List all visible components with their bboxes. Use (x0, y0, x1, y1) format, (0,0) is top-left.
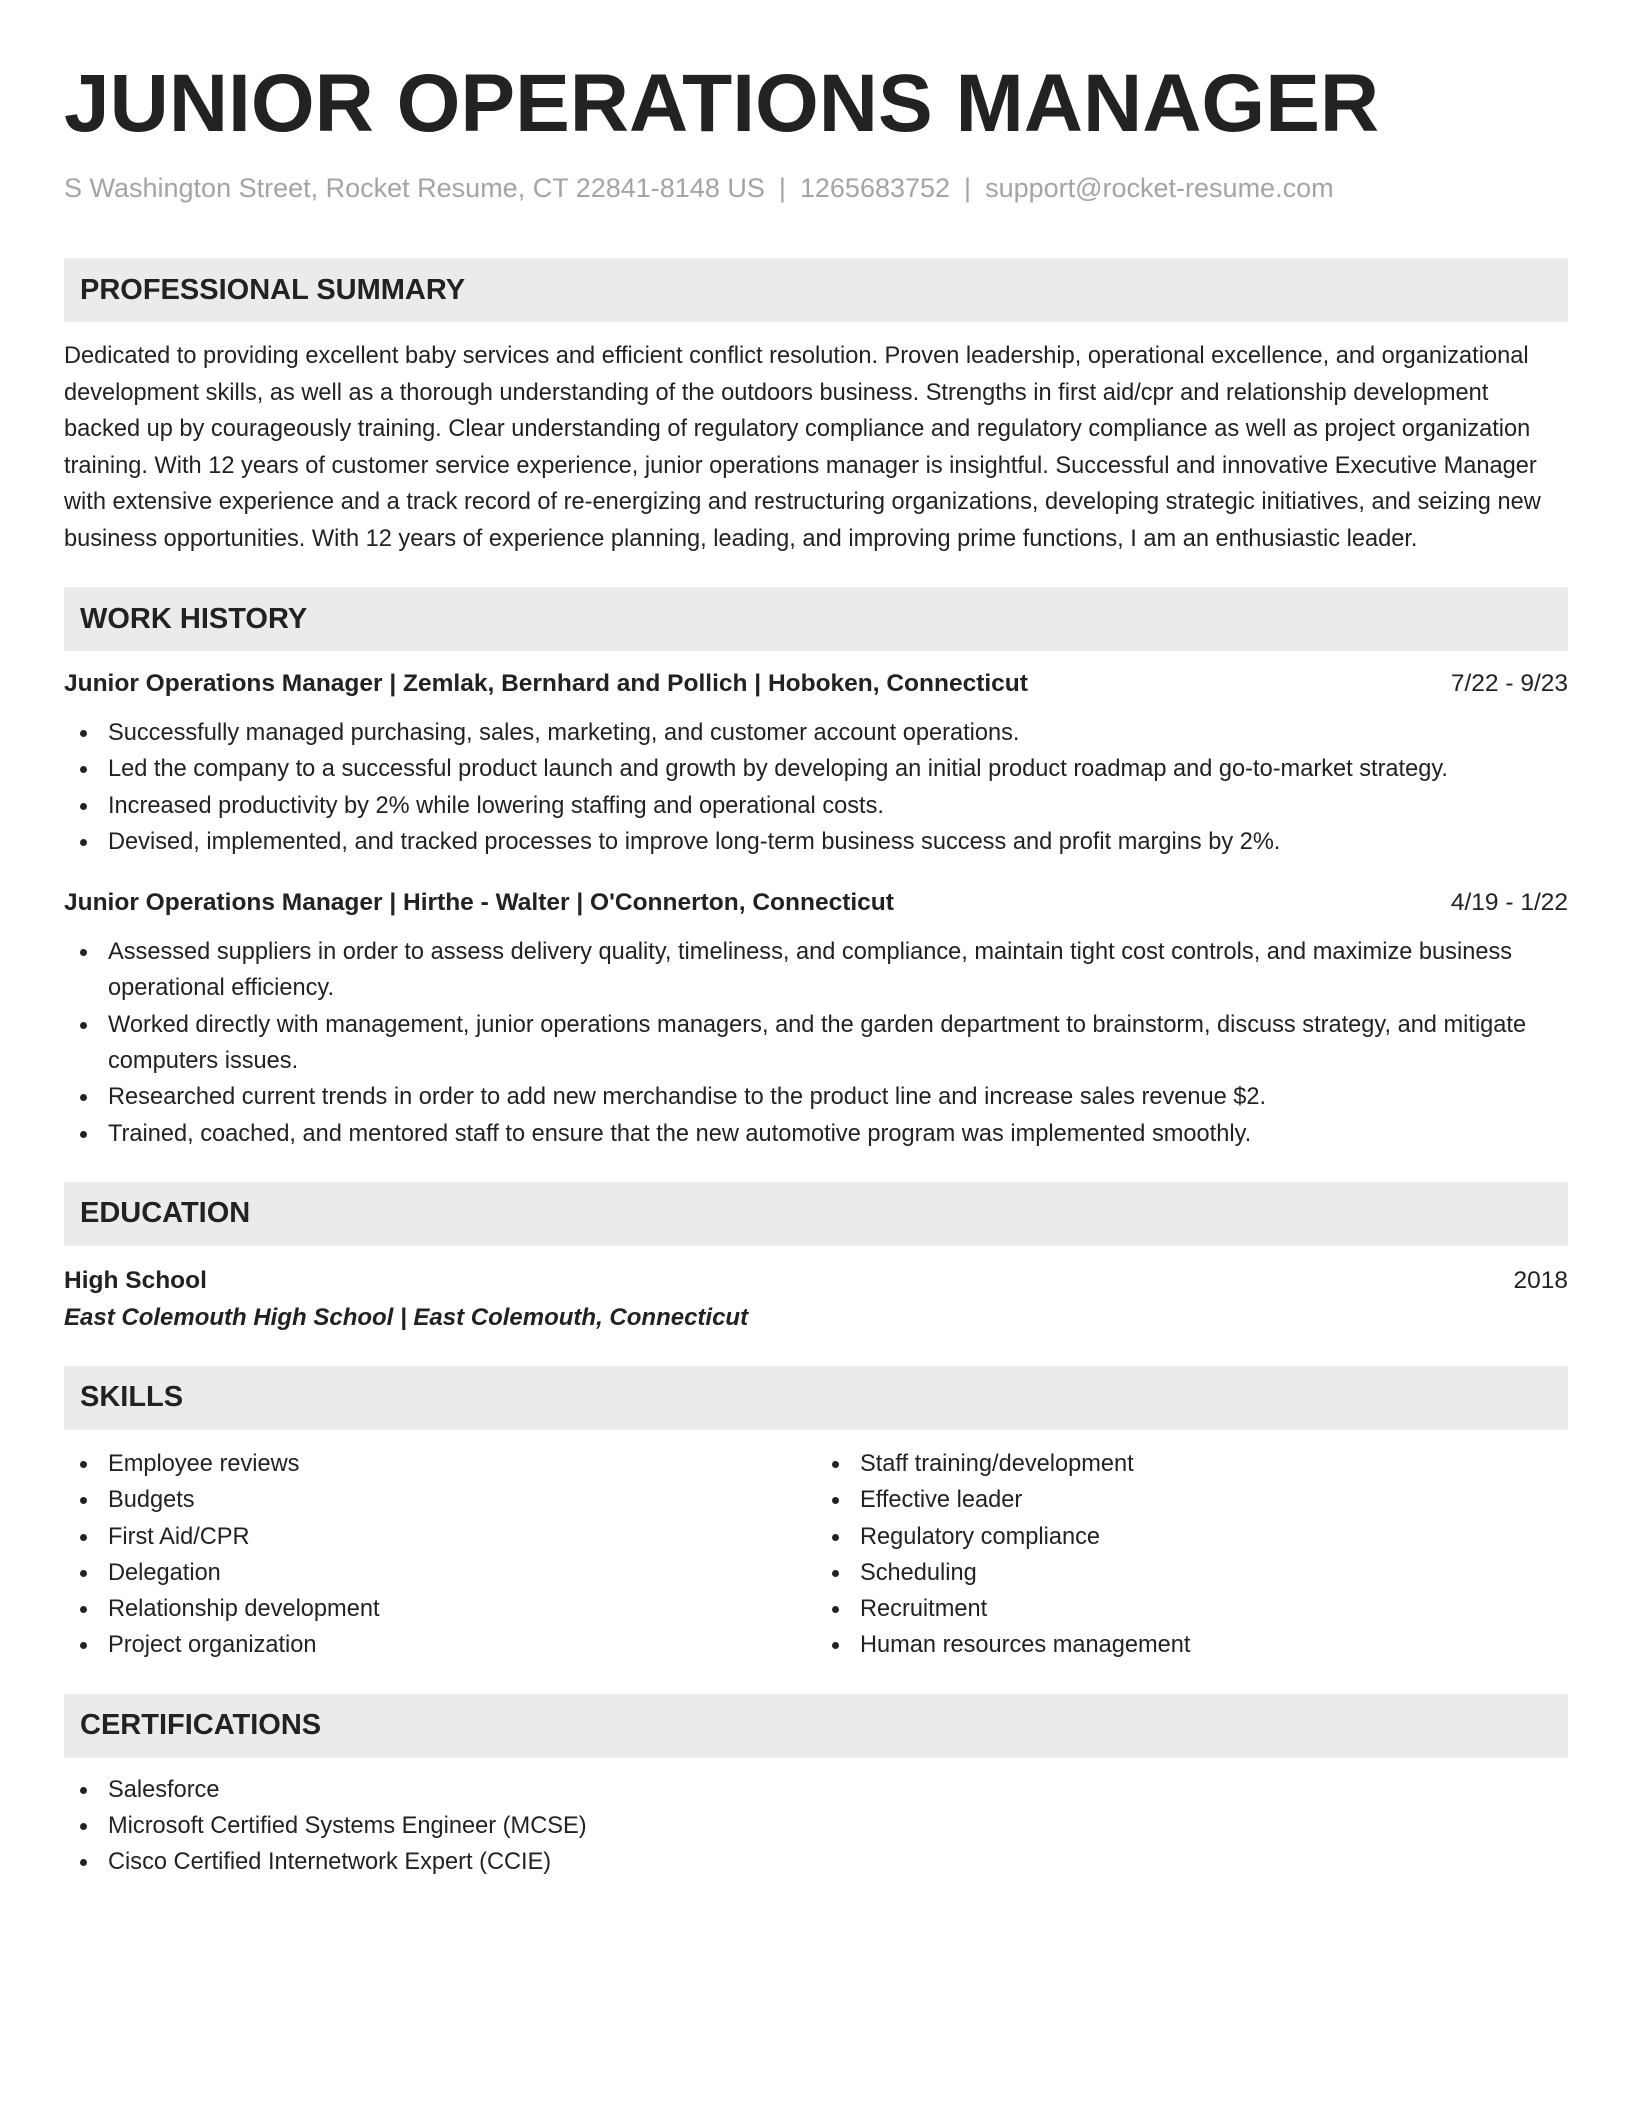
summary-text: Dedicated to providing excellent baby services and efficient conflict resolution. Proven leadership, operational excellence, and organizational development skills, as well as a thorough understanding of the outdoors business. Strengths in first aid/cpr and relationship development backed up by courageously training. Clear understanding of regulatory compliance and regulatory compliance as well as project organization training. With 12 years of customer service experience, junior operations manager is insightful. Successful and innovative Executive Manager with extensive experience and a track record of re-energizing and restructuring organizations, developing strategic initiatives, and seizing new business opportunities. With 12 years of experience planning, leading, and improving prime functions, I am an enthusiastic leader. (64, 343, 1541, 552)
list-item: Relationship development (108, 1591, 816, 1627)
section-heading-certifications: CERTIFICATIONS (64, 1694, 1568, 1758)
skills-columns (64, 1430, 1568, 1664)
contact-separator: | (964, 173, 972, 203)
list-item: Project organization (108, 1627, 816, 1663)
list-item: Worked directly with management, junior operations managers, and the garden department to brainstorm, discuss strategy, and mitigate computers issues. (108, 1007, 1568, 1080)
job-bullets (64, 715, 1568, 860)
section-heading-work-history: WORK HISTORY (64, 587, 1568, 651)
list-item: Staff training/development (860, 1446, 1568, 1482)
list-item: Human resources management (860, 1627, 1568, 1663)
list-item: Employee reviews (108, 1446, 816, 1482)
skills-list-right (816, 1446, 1568, 1664)
certifications-list (64, 1772, 1568, 1881)
list-item: Increased productivity by 2% while lowering staffing and operational costs. (108, 788, 1568, 824)
job-dates: 7/22 - 9/23 (1450, 670, 1568, 697)
candidate-name: JUNIOR OPERATIONS MANAGER (64, 58, 1380, 149)
list-item: Delegation (108, 1555, 816, 1591)
education-year: 2018 (1513, 1266, 1568, 1294)
list-item: Recruitment (860, 1591, 1568, 1627)
list-item: Devised, implemented, and tracked processes to improve long-term business success and profit margins by 2%. (108, 824, 1568, 860)
list-item: Salesforce (108, 1772, 1568, 1808)
contact-email: support@rocket-resume.com (985, 173, 1334, 203)
job-header (64, 667, 1568, 701)
skills-list-left (64, 1446, 816, 1664)
education-degree: High School (64, 1266, 207, 1294)
list-item: Researched current trends in order to add new merchandise to the product line and increase sales revenue $2. (108, 1079, 1568, 1115)
list-item: First Aid/CPR (108, 1519, 816, 1555)
section-heading-summary: PROFESSIONAL SUMMARY (64, 258, 1568, 322)
education-header (64, 1264, 1568, 1298)
education-school: East Colemouth High School | East Colemouth, Connecticut (64, 1303, 749, 1331)
contact-separator: | (778, 173, 786, 203)
list-item: Cisco Certified Internetwork Expert (CCIE) (108, 1844, 1568, 1880)
list-item: Assessed suppliers in order to assess delivery quality, timeliness, and compliance, maintain tight cost controls, and maximize business operational efficiency. (108, 934, 1568, 1007)
contact-address: S Washington Street, Rocket Resume, CT 22841-8148 US (64, 173, 765, 203)
job-title: Junior Operations Manager | Zemlak, Bernhard and Pollich | Hoboken, Connecticut (64, 670, 1028, 697)
job-header (64, 886, 1568, 920)
list-item: Led the company to a successful product launch and growth by developing an initial product roadmap and go-to-market strategy. (108, 751, 1568, 787)
job-bullets (64, 934, 1568, 1152)
job-dates: 4/19 - 1/22 (1450, 889, 1568, 917)
list-item: Microsoft Certified Systems Engineer (MCSE) (108, 1808, 1568, 1844)
section-heading-skills: SKILLS (64, 1366, 1568, 1430)
list-item: Budgets (108, 1482, 816, 1518)
contact-phone: 1265683752 (799, 173, 951, 203)
contact-line (64, 170, 1568, 206)
job-title: Junior Operations Manager | Hirthe - Walter | O'Connerton, Connecticut (64, 889, 894, 917)
list-item: Trained, coached, and mentored staff to ensure that the new automotive program was implemented smoothly. (108, 1116, 1568, 1152)
list-item: Effective leader (860, 1482, 1568, 1518)
section-heading-education: EDUCATION (64, 1182, 1568, 1246)
list-item: Scheduling (860, 1555, 1568, 1591)
list-item: Successfully managed purchasing, sales, marketing, and customer account operations. (108, 715, 1568, 751)
list-item: Regulatory compliance (860, 1519, 1568, 1555)
